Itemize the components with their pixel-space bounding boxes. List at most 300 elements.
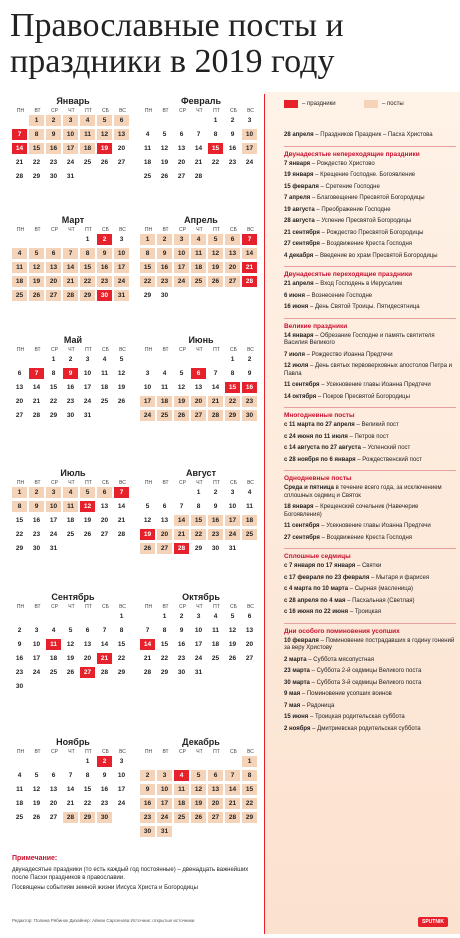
day-cell: 4 bbox=[162, 370, 167, 377]
day-cell: 22 bbox=[49, 398, 58, 405]
day-cell: 12 bbox=[177, 384, 186, 391]
fast-day: 28 bbox=[208, 410, 223, 421]
fast-day: 15 bbox=[242, 784, 257, 795]
weekday-label: ПН bbox=[144, 480, 153, 486]
day-cell: 17 bbox=[83, 384, 92, 391]
entry-text: – Праздников Праздник – Пасха Христова bbox=[313, 132, 433, 138]
fast-day: 4 bbox=[80, 115, 95, 126]
day-cell: 29 bbox=[160, 669, 169, 676]
page-title: Православные посты и праздники в 2019 году bbox=[10, 7, 344, 80]
fast-day: 25 bbox=[157, 410, 172, 421]
fast-day: 16 bbox=[140, 798, 155, 809]
day-cell: 22 bbox=[211, 159, 220, 166]
day-cell: 6 bbox=[17, 370, 22, 377]
day-cell: 23 bbox=[15, 669, 24, 676]
holiday-entry bbox=[284, 195, 456, 203]
holiday-entry bbox=[284, 535, 456, 543]
fast-day: 10 bbox=[114, 248, 129, 259]
entry-date: 11 сентября bbox=[284, 382, 320, 388]
fast-day: 23 bbox=[242, 396, 257, 407]
fast-day: 16 bbox=[208, 515, 223, 526]
entry-date: 15 июня bbox=[284, 714, 309, 720]
weekday-label: СР bbox=[179, 108, 186, 114]
fast-day: 28 bbox=[63, 812, 78, 823]
weekday-label: ПТ bbox=[213, 480, 220, 486]
day-cell: 18 bbox=[49, 655, 58, 662]
holiday-day: 11 bbox=[46, 639, 61, 650]
holiday-day: 28 bbox=[174, 543, 189, 554]
weekday-label: СР bbox=[51, 347, 58, 353]
fast-day: 18 bbox=[157, 396, 172, 407]
weekday-label: ВС bbox=[119, 604, 126, 610]
week-row bbox=[12, 368, 134, 381]
day-cell: 3 bbox=[196, 613, 201, 620]
day-cell: 10 bbox=[117, 772, 126, 779]
holiday-day: 6 bbox=[191, 368, 206, 379]
holiday-day: 2 bbox=[97, 756, 112, 767]
fast-day: 17 bbox=[225, 515, 240, 526]
day-cell: 26 bbox=[160, 173, 169, 180]
entry-text: – Обрезание Господне и память святителя Василия Великого bbox=[284, 332, 435, 346]
day-cell: 22 bbox=[15, 531, 24, 538]
day-cell: 28 bbox=[100, 669, 109, 676]
fast-day: 28 bbox=[225, 812, 240, 823]
weekday-header bbox=[140, 749, 262, 755]
month-calendar bbox=[12, 737, 134, 825]
holiday-entry bbox=[284, 230, 456, 238]
week-row bbox=[140, 756, 262, 769]
entry-text: – Суббота 2-й седмицы Великого поста bbox=[309, 668, 422, 674]
fast-day: 19 bbox=[29, 276, 44, 287]
week-row bbox=[140, 611, 262, 624]
month-name: Май bbox=[63, 335, 83, 345]
month-name: Ноябрь bbox=[56, 737, 90, 747]
day-cell: 5 bbox=[119, 356, 124, 363]
weekday-header bbox=[12, 604, 134, 610]
day-cell: 6 bbox=[162, 503, 167, 510]
day-cell: 1 bbox=[162, 613, 167, 620]
day-cell: 22 bbox=[32, 159, 41, 166]
entry-date: 27 сентября bbox=[284, 534, 320, 541]
holiday-entry bbox=[284, 434, 456, 442]
fast-day: 3 bbox=[174, 234, 189, 245]
fast-day: 15 bbox=[140, 262, 155, 273]
section-heading: Двунадесятые непереходящие праздники bbox=[284, 146, 456, 158]
fast-day: 23 bbox=[157, 276, 172, 287]
month-name: Март bbox=[61, 215, 85, 225]
fast-day: 10 bbox=[242, 129, 257, 140]
weekday-label: ПТ bbox=[85, 347, 92, 353]
fast-day: 23 bbox=[97, 276, 112, 287]
fast-day: 18 bbox=[242, 515, 257, 526]
day-cell: 19 bbox=[32, 800, 41, 807]
fast-day: 11 bbox=[63, 501, 78, 512]
day-cell: 18 bbox=[100, 384, 109, 391]
week-row bbox=[140, 143, 262, 156]
holiday-day: 12 bbox=[80, 501, 95, 512]
day-cell: 2 bbox=[213, 489, 218, 496]
fast-day: 20 bbox=[208, 798, 223, 809]
entry-date: 23 марта bbox=[284, 668, 310, 674]
day-cell: 28 bbox=[15, 173, 24, 180]
fast-day: 26 bbox=[29, 290, 44, 301]
fast-day: 7 bbox=[63, 248, 78, 259]
holiday-list bbox=[284, 132, 456, 737]
week-row bbox=[140, 115, 262, 128]
day-cell: 26 bbox=[66, 669, 75, 676]
week-row bbox=[12, 171, 134, 184]
weekday-label: ЧТ bbox=[68, 227, 75, 233]
entry-text: – Крещение Господне. Богоявление bbox=[313, 172, 416, 178]
weekday-header bbox=[140, 108, 262, 114]
day-cell: 1 bbox=[85, 758, 90, 765]
day-cell: 11 bbox=[161, 384, 168, 391]
fast-day: 6 bbox=[114, 115, 129, 126]
holiday-entry bbox=[284, 638, 456, 653]
day-cell: 8 bbox=[119, 627, 124, 634]
fast-day: 29 bbox=[80, 812, 95, 823]
entry-date: с 7 января по 17 января bbox=[284, 563, 356, 569]
entry-text: – Великий пост bbox=[354, 422, 399, 428]
day-cell: 18 bbox=[66, 517, 75, 524]
day-cell: 12 bbox=[143, 517, 152, 524]
day-cell: 15 bbox=[15, 517, 24, 524]
entry-date: 7 апреля bbox=[284, 195, 311, 201]
day-cell: 21 bbox=[15, 159, 24, 166]
day-cell: 22 bbox=[117, 655, 126, 662]
fast-day: 13 bbox=[46, 262, 61, 273]
fast-day: 17 bbox=[174, 262, 189, 273]
fast-day: 14 bbox=[63, 262, 78, 273]
entry-text: – Рождественский пост bbox=[355, 456, 423, 463]
day-cell: 7 bbox=[102, 627, 107, 634]
weekday-label: ПТ bbox=[85, 604, 92, 610]
section-heading: Дни особого поминовения усопших bbox=[284, 623, 456, 635]
weekday-label: ВС bbox=[247, 480, 254, 486]
week-row bbox=[140, 515, 262, 528]
entry-text: – Троицкая bbox=[348, 609, 381, 615]
weekday-label: СР bbox=[179, 347, 186, 353]
fast-day: 13 bbox=[208, 784, 223, 795]
day-cell: 1 bbox=[196, 489, 201, 496]
fast-day: 27 bbox=[191, 410, 206, 421]
fast-day: 6 bbox=[225, 234, 240, 245]
weekday-label: СБ bbox=[230, 227, 237, 233]
month-calendar bbox=[140, 737, 262, 839]
weekday-label: ВС bbox=[119, 749, 126, 755]
day-cell: 24 bbox=[117, 800, 126, 807]
week-row bbox=[140, 653, 262, 666]
holiday-entry bbox=[284, 504, 456, 519]
fast-day: 30 bbox=[140, 826, 155, 837]
entry-text: – Усекновение главы Иоанна Предтечи bbox=[319, 523, 431, 529]
month-name: Февраль bbox=[181, 96, 221, 106]
day-cell: 27 bbox=[49, 814, 58, 821]
day-cell: 28 bbox=[117, 531, 126, 538]
fast-day: 16 bbox=[46, 143, 61, 154]
legend-fasts bbox=[364, 100, 404, 108]
day-cell: 10 bbox=[228, 503, 237, 510]
fast-day: 9 bbox=[140, 784, 155, 795]
entry-text: – Пасхальная (Светлая) bbox=[345, 597, 415, 604]
fast-day: 1 bbox=[29, 115, 44, 126]
day-cell: 1 bbox=[85, 236, 90, 243]
entry-date: 2 марта bbox=[284, 656, 307, 663]
day-cell: 7 bbox=[145, 627, 150, 634]
holiday-entry bbox=[284, 445, 456, 453]
weekday-label: СР bbox=[51, 604, 58, 610]
entry-text: – Покров Пресвятой Богородицы bbox=[316, 393, 410, 400]
month-name: Июль bbox=[60, 468, 86, 478]
entry-date: 28 апреля bbox=[284, 132, 314, 138]
week-row bbox=[12, 653, 134, 666]
entry-date: 9 мая bbox=[284, 691, 301, 697]
entry-text: – Рождество Пресвятой Богородицы bbox=[319, 229, 424, 236]
weekday-label: ВТ bbox=[162, 108, 169, 114]
note-heading: Примечание: bbox=[12, 855, 58, 862]
weekday-label: ПН bbox=[16, 108, 25, 114]
day-cell: 3 bbox=[230, 489, 235, 496]
day-cell: 4 bbox=[145, 131, 150, 138]
day-cell: 7 bbox=[213, 370, 218, 377]
weekday-label: СР bbox=[51, 749, 58, 755]
fast-day: 25 bbox=[242, 529, 257, 540]
day-cell: 23 bbox=[177, 655, 186, 662]
holiday-day: 15 bbox=[208, 143, 223, 154]
day-cell: 19 bbox=[160, 159, 169, 166]
weekday-label: ЧТ bbox=[196, 108, 203, 114]
fast-day: 5 bbox=[208, 234, 223, 245]
fast-day: 13 bbox=[225, 248, 240, 259]
weekday-label: ПТ bbox=[85, 108, 92, 114]
day-cell: 4 bbox=[102, 356, 107, 363]
day-cell: 14 bbox=[117, 503, 126, 510]
day-cell: 26 bbox=[32, 814, 41, 821]
week-row bbox=[140, 368, 262, 381]
day-cell: 1 bbox=[119, 613, 124, 620]
day-cell: 16 bbox=[32, 517, 41, 524]
day-cell: 19 bbox=[83, 517, 92, 524]
day-cell: 17 bbox=[117, 786, 126, 793]
weekday-label: ПН bbox=[144, 347, 153, 353]
holiday-entry bbox=[284, 703, 456, 711]
day-cell: 9 bbox=[179, 627, 184, 634]
day-cell: 11 bbox=[144, 145, 151, 152]
weekday-label: ВС bbox=[119, 480, 126, 486]
day-cell: 26 bbox=[228, 655, 237, 662]
day-cell: 2 bbox=[230, 117, 235, 124]
fast-day: 2 bbox=[157, 234, 172, 245]
entry-text: – Суббота 3-й седмицы Великого поста bbox=[309, 679, 422, 686]
day-cell: 18 bbox=[15, 800, 24, 807]
holiday-entry bbox=[284, 457, 456, 465]
week-row bbox=[140, 784, 262, 797]
entry-date: 11 сентября bbox=[284, 523, 320, 529]
day-cell: 21 bbox=[117, 517, 126, 524]
fast-day: 12 bbox=[191, 784, 206, 795]
day-cell: 19 bbox=[66, 655, 75, 662]
holiday-entry bbox=[284, 394, 456, 402]
weekday-label: ПТ bbox=[85, 227, 92, 233]
weekday-label: ВТ bbox=[162, 480, 169, 486]
weekday-label: СР bbox=[51, 227, 58, 233]
entry-text: – Рождество Христово bbox=[310, 160, 375, 167]
month-name: Апрель bbox=[184, 215, 218, 225]
holiday-day: 21 bbox=[242, 262, 257, 273]
entry-date: 27 сентября bbox=[284, 241, 320, 247]
month-name: Январь bbox=[56, 96, 90, 106]
day-cell: 12 bbox=[117, 370, 126, 377]
day-cell: 10 bbox=[32, 641, 41, 648]
day-cell: 7 bbox=[179, 503, 184, 510]
weekday-label: ПТ bbox=[213, 227, 220, 233]
entry-date: с 24 июня по 11 июля bbox=[284, 433, 348, 440]
holiday-entry bbox=[284, 363, 456, 378]
fast-day: 3 bbox=[46, 487, 61, 498]
entry-date: с 11 марта по 27 апреля bbox=[284, 422, 355, 428]
day-cell: 20 bbox=[15, 398, 24, 405]
fast-day: 31 bbox=[114, 290, 129, 301]
entry-date: 12 июля bbox=[284, 363, 309, 369]
entry-text: – Вход Господень в Иерусалим bbox=[313, 281, 403, 287]
fast-day: 29 bbox=[225, 410, 240, 421]
fast-day: 23 bbox=[208, 529, 223, 540]
day-cell: 7 bbox=[68, 772, 73, 779]
fast-swatch bbox=[364, 100, 378, 108]
entry-date: 19 января bbox=[284, 172, 314, 178]
holiday-entry bbox=[284, 691, 456, 699]
entry-text: – День святых первоверховных апостолов Петра и Павла bbox=[284, 363, 452, 377]
week-row bbox=[12, 487, 134, 500]
weekday-label: СБ bbox=[102, 108, 109, 114]
fast-day: 10 bbox=[46, 501, 61, 512]
day-cell: 28 bbox=[143, 669, 152, 676]
week-row bbox=[140, 487, 262, 500]
day-cell: 19 bbox=[117, 384, 126, 391]
week-row bbox=[12, 812, 134, 825]
day-cell: 8 bbox=[213, 131, 218, 138]
note bbox=[12, 855, 252, 894]
entry-date: 19 августа bbox=[284, 206, 315, 213]
fast-day: 22 bbox=[225, 396, 240, 407]
weekday-label: ПТ bbox=[85, 480, 92, 486]
month-name: Октябрь bbox=[182, 592, 220, 602]
day-cell: 14 bbox=[100, 641, 109, 648]
day-cell: 1 bbox=[230, 356, 235, 363]
day-cell: 22 bbox=[83, 800, 92, 807]
entry-date: 6 июня bbox=[284, 292, 305, 299]
fast-day: 19 bbox=[174, 396, 189, 407]
week-row bbox=[12, 639, 134, 652]
weekday-label: СР bbox=[179, 227, 186, 233]
day-cell: 30 bbox=[66, 412, 75, 419]
week-row bbox=[140, 812, 262, 825]
entry-date: с 4 марта по 10 марта bbox=[284, 586, 349, 592]
weekday-label: ПН bbox=[144, 108, 153, 114]
day-cell: 30 bbox=[160, 292, 169, 299]
entry-date: 10 февраля bbox=[284, 637, 319, 644]
entry-date: 7 мая bbox=[284, 702, 301, 709]
weekday-label: ЧТ bbox=[68, 749, 75, 755]
fast-day: 22 bbox=[242, 798, 257, 809]
week-row bbox=[140, 529, 262, 542]
holiday-entry bbox=[284, 726, 456, 734]
entry-text: – Рождество Иоанна Предтечи bbox=[304, 351, 393, 358]
weekday-label: ПН bbox=[144, 604, 153, 610]
day-cell: 6 bbox=[247, 613, 252, 620]
section-heading: Сплошные седмицы bbox=[284, 548, 456, 560]
holiday-entry bbox=[284, 382, 456, 390]
month-calendar bbox=[12, 215, 134, 303]
day-cell: 17 bbox=[194, 641, 203, 648]
day-cell: 24 bbox=[66, 159, 75, 166]
holiday-entry bbox=[284, 668, 456, 676]
fast-day: 5 bbox=[191, 770, 206, 781]
day-cell: 2 bbox=[68, 356, 73, 363]
holiday-entry bbox=[284, 333, 456, 348]
week-row bbox=[12, 129, 134, 142]
day-cell: 8 bbox=[85, 772, 90, 779]
day-cell: 25 bbox=[143, 173, 152, 180]
fast-day: 2 bbox=[46, 115, 61, 126]
fast-day: 7 bbox=[225, 770, 240, 781]
week-row bbox=[12, 143, 134, 156]
entry-date: с 28 ноября по 6 января bbox=[284, 456, 356, 463]
day-cell: 16 bbox=[15, 655, 24, 662]
week-row bbox=[12, 756, 134, 769]
fast-day: 30 bbox=[242, 410, 257, 421]
holiday-day: 2 bbox=[97, 234, 112, 245]
day-cell: 10 bbox=[83, 370, 92, 377]
fast-day: 24 bbox=[225, 529, 240, 540]
day-cell: 19 bbox=[228, 641, 237, 648]
weekday-label: ЧТ bbox=[196, 227, 203, 233]
fast-day: 15 bbox=[80, 262, 95, 273]
fast-day: 22 bbox=[191, 529, 206, 540]
holiday-entry bbox=[284, 352, 456, 360]
holiday-entry bbox=[284, 586, 456, 594]
entry-date: 14 января bbox=[284, 332, 314, 339]
entry-text: – Сретение Господне bbox=[318, 183, 380, 190]
day-cell: 27 bbox=[245, 655, 254, 662]
holiday-entry bbox=[284, 523, 456, 531]
day-cell: 21 bbox=[194, 159, 203, 166]
entry-date: 15 февраля bbox=[284, 183, 319, 190]
day-cell: 8 bbox=[162, 627, 167, 634]
weekday-label: ПН bbox=[144, 749, 153, 755]
weekday-label: СБ bbox=[102, 480, 109, 486]
entry-text: – Введение во храм Пресвятой Богородицы bbox=[313, 252, 438, 259]
weekday-label: ВС bbox=[119, 347, 126, 353]
fast-day: 21 bbox=[63, 276, 78, 287]
day-cell: 30 bbox=[49, 173, 58, 180]
day-cell: 30 bbox=[32, 545, 41, 552]
holiday-day: 28 bbox=[242, 276, 257, 287]
day-cell: 13 bbox=[49, 786, 58, 793]
day-cell: 20 bbox=[83, 655, 92, 662]
fast-day: 31 bbox=[157, 826, 172, 837]
fast-day: 20 bbox=[46, 276, 61, 287]
month-calendar bbox=[12, 468, 134, 556]
fast-day: 19 bbox=[191, 798, 206, 809]
day-cell: 22 bbox=[160, 655, 169, 662]
note-line: двунадесятые праздники (то есть каждый год постоянные) – двенадцать важнейших после Пасхи праздников в православии. bbox=[12, 867, 249, 881]
weekday-header bbox=[140, 227, 262, 233]
weekday-label: СБ bbox=[102, 227, 109, 233]
weekday-header bbox=[12, 347, 134, 353]
weekday-header bbox=[12, 108, 134, 114]
week-row bbox=[140, 290, 262, 303]
